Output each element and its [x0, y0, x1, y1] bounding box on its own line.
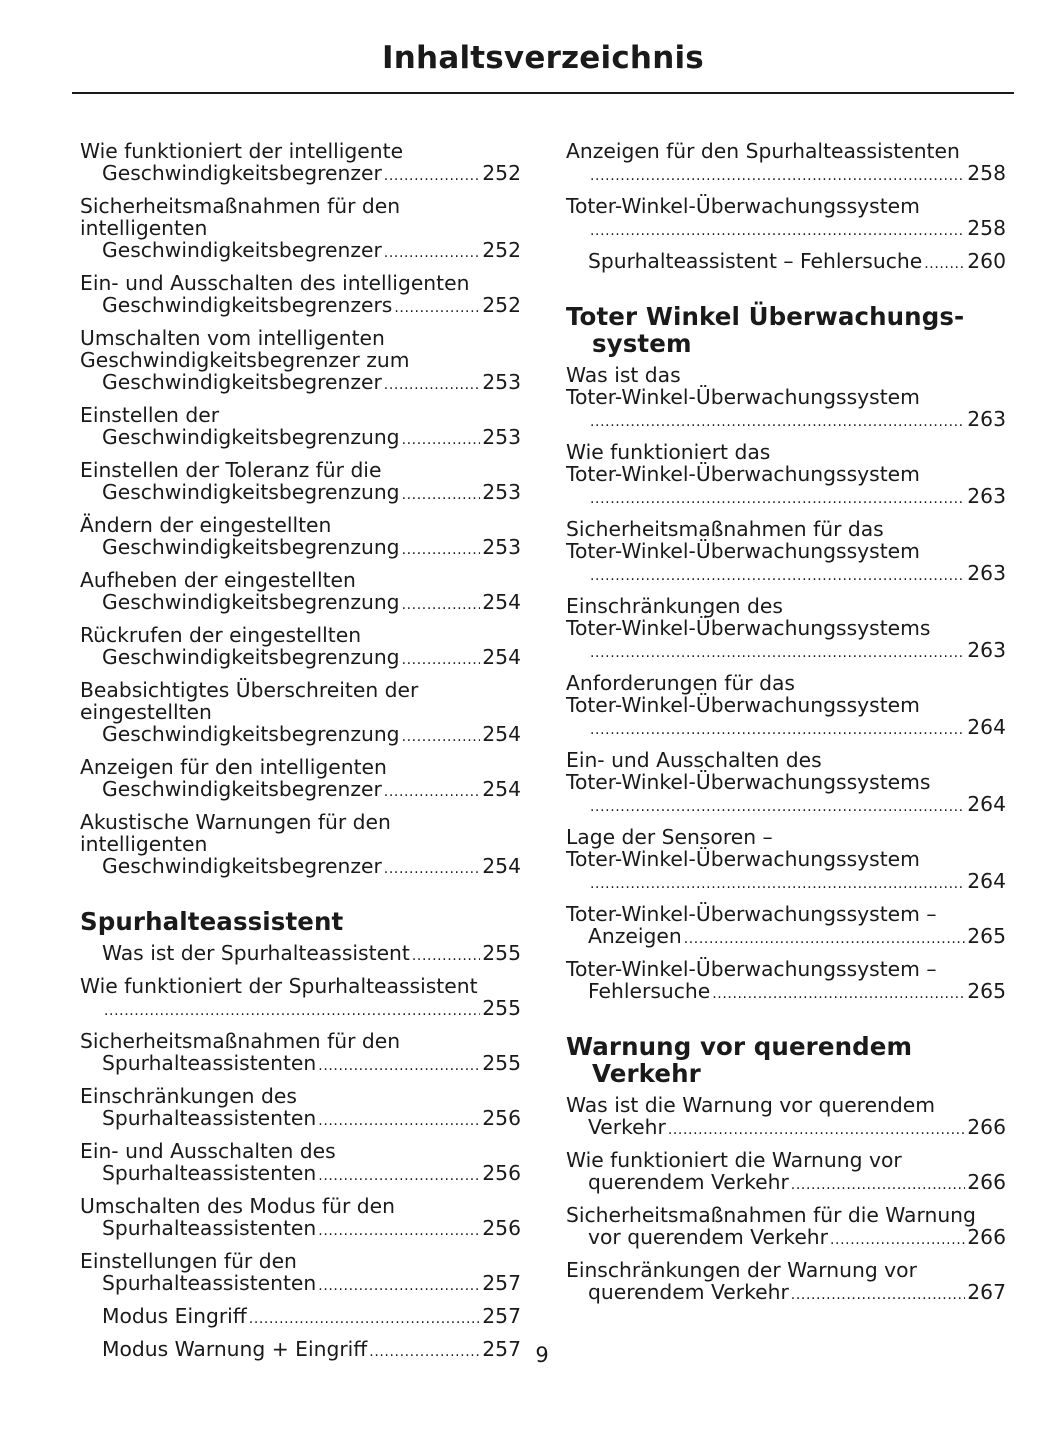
entry-leader-line: [588, 639, 1006, 664]
toc-entry: [566, 1149, 1006, 1196]
entry-page-number: 254: [482, 777, 521, 801]
entry-title-line: Geschwindigkeitsbegrenzers: [102, 293, 393, 317]
entry-page-number: 260: [967, 249, 1006, 273]
entry-leader-line: [588, 793, 1006, 818]
entry-title-line: Was ist der Spurhalteassistent: [102, 941, 410, 965]
entry-title-line: Geschwindigkeitsbegrenzung: [102, 722, 400, 746]
dot-leader: [712, 983, 965, 1005]
toc-entry: [80, 272, 521, 319]
entry-leader-line: [588, 162, 1006, 187]
entry-title-line: Einstellungen für den: [80, 1249, 297, 1273]
toc-column-left: [80, 140, 521, 1371]
entry-leader-line: [588, 716, 1006, 741]
entry-leader-line: [102, 1305, 521, 1330]
entry-leader-line: [102, 723, 521, 748]
dot-leader: [412, 945, 480, 967]
entry-leader-line: [588, 562, 1006, 587]
toc-entry: [80, 756, 521, 803]
entry-leader-line: [588, 217, 1006, 242]
entry-title-line: Toter-Winkel-Überwachungssystem –: [566, 957, 937, 981]
toc-entry: [80, 404, 521, 451]
toc-entry: [80, 1140, 521, 1187]
toc-group: [566, 1094, 1006, 1306]
entry-page-number: 266: [967, 1115, 1006, 1139]
entry-leader-line: [588, 485, 1006, 510]
toc-entry: [80, 514, 521, 561]
toc-entry: [80, 624, 521, 671]
dot-leader: [384, 242, 480, 264]
entry-page-number: 266: [967, 1170, 1006, 1194]
entry-page-number: 264: [967, 792, 1006, 816]
toc-group: [80, 140, 521, 880]
dot-leader: [590, 719, 965, 741]
title-divider: [72, 92, 1014, 94]
dot-leader: [318, 1055, 480, 1077]
entry-page-number: 264: [967, 869, 1006, 893]
entry-leader-line: [102, 855, 521, 880]
section-heading: Spurhalteassistent: [80, 907, 344, 936]
entry-page-number: 254: [482, 645, 521, 669]
entry-title-line: Sicherheitsmaßnahmen für das: [566, 517, 884, 541]
dot-leader: [590, 220, 965, 242]
entry-title-line: Anzeigen für den Spurhalteassistenten: [566, 139, 960, 163]
entry-title-line: Geschwindigkeitsbegrenzung: [102, 590, 400, 614]
toc-entry: [566, 749, 1006, 818]
entry-title-line: Akustische Warnungen für den: [80, 810, 391, 834]
entry-page-number: 253: [482, 370, 521, 394]
toc-entry: [80, 459, 521, 506]
dot-leader: [318, 1275, 480, 1297]
entry-page-number: 263: [967, 638, 1006, 662]
dot-leader: [684, 928, 966, 950]
entry-page-number: 256: [482, 1161, 521, 1185]
entry-title-line: Ein- und Ausschalten des: [566, 748, 822, 772]
entry-leader-line: [102, 1162, 521, 1187]
entry-page-number: 254: [482, 722, 521, 746]
dot-leader: [590, 488, 965, 510]
entry-title-line: Wie funktioniert die Warnung vor: [566, 1148, 902, 1172]
entry-title-line: Einschränkungen des: [566, 594, 783, 618]
entry-title-line: Toter-Winkel-Überwachungssystems: [566, 616, 931, 640]
dot-leader: [384, 165, 480, 187]
entry-leader-line: [588, 925, 1006, 950]
toc-group: [566, 364, 1006, 1005]
entry-leader-line: [102, 294, 521, 319]
entry-page-number: 253: [482, 535, 521, 559]
dot-leader: [791, 1284, 965, 1306]
entry-page-number: 254: [482, 854, 521, 878]
entry-title-line: Einschränkungen des: [80, 1084, 297, 1108]
entry-title-line: intelligenten: [80, 216, 208, 240]
entry-title-line: Sicherheitsmaßnahmen für den: [80, 1029, 401, 1053]
entry-title-line: Geschwindigkeitsbegrenzer: [102, 777, 382, 801]
entry-title-line: Wie funktioniert der intelligente: [80, 139, 404, 163]
entry-page-number: 266: [967, 1225, 1006, 1249]
entry-title-line: Umschalten des Modus für den: [80, 1194, 395, 1218]
toc-entry: [80, 140, 521, 187]
entry-title-line: Toter-Winkel-Überwachungssystems: [566, 770, 931, 794]
entry-title-line: eingestellten: [80, 700, 212, 724]
entry-title-line: querendem Verkehr: [588, 1280, 789, 1304]
dot-leader: [668, 1119, 965, 1141]
entry-leader-line: [102, 371, 521, 396]
entry-page-number: 252: [482, 293, 521, 317]
entry-page-number: 265: [967, 979, 1006, 1003]
entry-page-number: 258: [967, 161, 1006, 185]
entry-title-line: Geschwindigkeitsbegrenzung: [102, 480, 400, 504]
toc-entry: [80, 569, 521, 616]
dot-leader: [104, 1000, 480, 1022]
entry-leader-line: [588, 980, 1006, 1005]
toc-column-right: [566, 140, 1006, 1314]
entry-leader-line: [102, 481, 521, 506]
dot-leader: [590, 796, 965, 818]
dot-leader: [402, 594, 481, 616]
entry-title-line: Was ist das: [566, 363, 681, 387]
entry-leader-line: [102, 646, 521, 671]
entry-title-line: Ändern der eingestellten: [80, 513, 332, 537]
entry-leader-line: [102, 591, 521, 616]
entry-title-line: Spurhalteassistenten: [102, 1051, 317, 1075]
entry-title-line: Verkehr: [588, 1115, 666, 1139]
entry-title-line: Geschwindigkeitsbegrenzung: [102, 425, 400, 449]
entry-leader-line: [102, 942, 521, 967]
dot-leader: [924, 253, 965, 275]
entry-title-line: Einstellen der Toleranz für die: [80, 458, 382, 482]
dot-leader: [318, 1110, 480, 1132]
entry-title-line: Toter-Winkel-Überwachungssystem: [566, 539, 920, 563]
entry-title-line: Toter-Winkel-Überwachungssystem –: [566, 902, 937, 926]
toc-entry: [80, 1250, 521, 1297]
entry-title-line: Geschwindigkeitsbegrenzung: [102, 535, 400, 559]
entry-leader-line: [588, 250, 1006, 275]
entry-title-line: Rückrufen der eingestellten: [80, 623, 362, 647]
entry-page-number: 255: [482, 1051, 521, 1075]
dot-leader: [590, 565, 965, 587]
entry-page-number: 257: [482, 1304, 521, 1328]
toc-entry: [566, 250, 1006, 275]
entry-leader-line: [102, 997, 521, 1022]
page-number: 9: [535, 1343, 549, 1367]
entry-title-line: Geschwindigkeitsbegrenzer zum: [80, 348, 410, 372]
dot-leader: [318, 1165, 480, 1187]
entry-title-line: Lage der Sensoren –: [566, 825, 773, 849]
entry-title-line: intelligenten: [80, 832, 208, 856]
toc-entry: [566, 672, 1006, 741]
entry-title-line: Fehlersuche: [588, 979, 711, 1003]
entry-page-number: 257: [482, 1337, 521, 1361]
dot-leader: [402, 539, 481, 561]
toc-entry: [80, 811, 521, 880]
toc-group: [80, 942, 521, 1363]
entry-title-line: Einstellen der: [80, 403, 220, 427]
toc-entry: [80, 975, 521, 1022]
entry-title-line: Ein- und Ausschalten des: [80, 1139, 336, 1163]
entry-title-line: Was ist die Warnung vor querendem: [566, 1093, 936, 1117]
entry-leader-line: [588, 1226, 1006, 1251]
entry-title-line: Toter-Winkel-Überwachungssystem: [566, 847, 920, 871]
dot-leader: [590, 165, 965, 187]
toc-entry: [80, 327, 521, 396]
toc-entry: [80, 942, 521, 967]
entry-title-line: Toter-Winkel-Überwachungssystem: [566, 385, 920, 409]
dot-leader: [394, 297, 480, 319]
entry-title-line: Anforderungen für das: [566, 671, 795, 695]
toc-entry: [566, 518, 1006, 587]
dot-leader: [318, 1220, 480, 1242]
entry-title-line: Ein- und Ausschalten des intelligenten: [80, 271, 470, 295]
entry-title-line: Toter-Winkel-Überwachungssystem: [566, 194, 920, 218]
entry-page-number: 263: [967, 561, 1006, 585]
entry-leader-line: [588, 408, 1006, 433]
entry-leader-line: [102, 778, 521, 803]
toc-entry: [80, 1195, 521, 1242]
entry-page-number: 258: [967, 216, 1006, 240]
dot-leader: [402, 726, 481, 748]
toc-entry: [566, 364, 1006, 433]
entry-page-number: 253: [482, 480, 521, 504]
dot-leader: [402, 429, 481, 451]
toc-entry: [566, 903, 1006, 950]
entry-title-line: Spurhalteassistenten: [102, 1216, 317, 1240]
entry-title-line: Modus Eingriff: [102, 1304, 247, 1328]
entry-page-number: 255: [482, 941, 521, 965]
entry-page-number: 252: [482, 161, 521, 185]
entry-title-line: Anzeigen: [588, 924, 682, 948]
entry-title-line: Modus Warnung + Eingriff: [102, 1337, 368, 1361]
entry-leader-line: [102, 1217, 521, 1242]
dot-leader: [830, 1229, 965, 1251]
toc-entry: [566, 595, 1006, 664]
dot-leader: [249, 1308, 481, 1330]
entry-title-line: Sicherheitsmaßnahmen für den: [80, 194, 401, 218]
entry-title-line: Spurhalteassistent – Fehlersuche: [588, 249, 923, 273]
toc-entry: [566, 195, 1006, 242]
dot-leader: [384, 781, 480, 803]
entry-page-number: 263: [967, 484, 1006, 508]
entry-title-line: Anzeigen für den intelligenten: [80, 755, 387, 779]
toc-entry: [566, 958, 1006, 1005]
entry-page-number: 255: [482, 996, 521, 1020]
entry-title-line: Spurhalteassistenten: [102, 1106, 317, 1130]
entry-title-line: querendem Verkehr: [588, 1170, 789, 1194]
entry-title-line: Aufheben der eingestellten: [80, 568, 356, 592]
entry-title-line: Toter-Winkel-Überwachungssystem: [566, 693, 920, 717]
dot-leader: [402, 649, 481, 671]
toc-entry: [80, 195, 521, 264]
entry-page-number: 253: [482, 425, 521, 449]
section-heading: Warnung vor querendem Verkehr: [566, 1032, 913, 1088]
entry-title-line: Geschwindigkeitsbegrenzer: [102, 370, 382, 394]
entry-leader-line: [588, 1171, 1006, 1196]
toc-entry: [566, 1259, 1006, 1306]
entry-page-number: 252: [482, 238, 521, 262]
toc-entry: [80, 1030, 521, 1077]
entry-title-line: Geschwindigkeitsbegrenzer: [102, 238, 382, 262]
toc-entry: [566, 1204, 1006, 1251]
entry-title-line: Beabsichtigtes Überschreiten der: [80, 678, 419, 702]
entry-page-number: 264: [967, 715, 1006, 739]
entry-title-line: Geschwindigkeitsbegrenzung: [102, 645, 400, 669]
entry-title-line: Wie funktioniert der Spurhalteassistent: [80, 974, 478, 998]
entry-leader-line: [102, 1272, 521, 1297]
toc-entry: [566, 826, 1006, 895]
entry-page-number: 254: [482, 590, 521, 614]
page-title: Inhaltsverzeichnis: [382, 40, 704, 76]
entry-title-line: Spurhalteassistenten: [102, 1271, 317, 1295]
toc-entry: [80, 1085, 521, 1132]
dot-leader: [402, 484, 481, 506]
dot-leader: [384, 858, 480, 880]
entry-title-line: Geschwindigkeitsbegrenzer: [102, 161, 382, 185]
entry-leader-line: [102, 426, 521, 451]
entry-title-line: vor querendem Verkehr: [588, 1225, 828, 1249]
entry-leader-line: [102, 536, 521, 561]
entry-title-line: Toter-Winkel-Überwachungssystem: [566, 462, 920, 486]
entry-title-line: Umschalten vom intelligenten: [80, 326, 385, 350]
entry-leader-line: [102, 162, 521, 187]
entry-leader-line: [588, 1116, 1006, 1141]
entry-page-number: 257: [482, 1271, 521, 1295]
entry-title-line: Spurhalteassistenten: [102, 1161, 317, 1185]
entry-page-number: 263: [967, 407, 1006, 431]
entry-leader-line: [588, 1281, 1006, 1306]
dot-leader: [590, 411, 965, 433]
toc-entry: [566, 140, 1006, 187]
entry-leader-line: [102, 1107, 521, 1132]
section-heading: Toter Winkel Überwachungs-system: [566, 302, 965, 358]
toc-group: [566, 140, 1006, 275]
dot-leader: [590, 642, 965, 664]
entry-title-line: Geschwindigkeitsbegrenzer: [102, 854, 382, 878]
entry-title-line: Einschränkungen der Warnung vor: [566, 1258, 917, 1282]
entry-title-line: Sicherheitsmaßnahmen für die Warnung: [566, 1203, 976, 1227]
entry-leader-line: [588, 870, 1006, 895]
toc-entry: [80, 679, 521, 748]
entry-page-number: 265: [967, 924, 1006, 948]
toc-entry: [80, 1305, 521, 1330]
dot-leader: [590, 873, 965, 895]
toc-entry: [566, 1094, 1006, 1141]
entry-leader-line: [102, 239, 521, 264]
dot-leader: [384, 374, 480, 396]
entry-leader-line: [102, 1052, 521, 1077]
toc-entry: [566, 441, 1006, 510]
entry-title-line: Wie funktioniert das: [566, 440, 771, 464]
dot-leader: [791, 1174, 965, 1196]
entry-page-number: 256: [482, 1216, 521, 1240]
entry-page-number: 256: [482, 1106, 521, 1130]
entry-page-number: 267: [967, 1280, 1006, 1304]
